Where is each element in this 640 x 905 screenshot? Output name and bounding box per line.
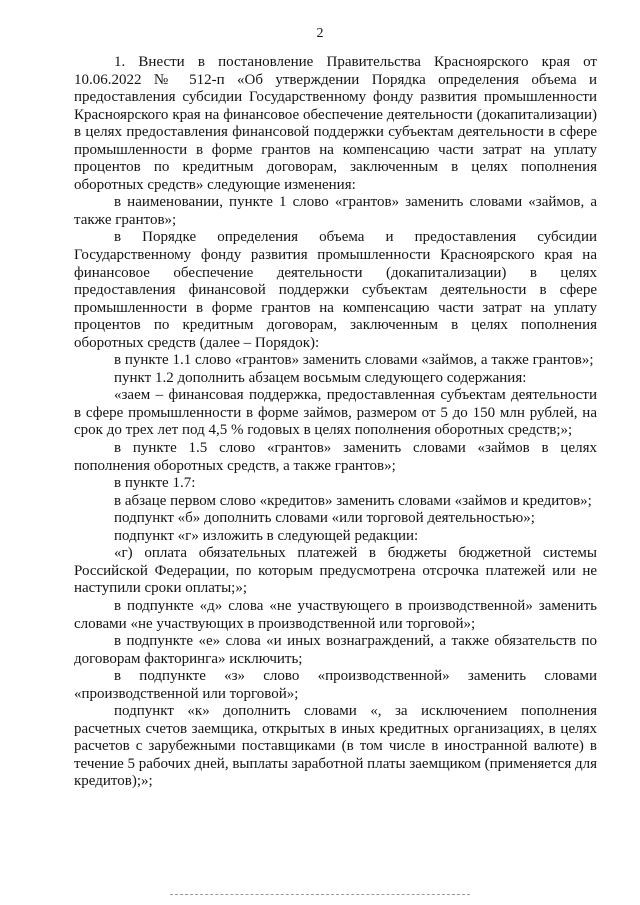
paragraph-16: подпункт «к» дополнить словами «, за исключением пополнения расчетных счетов заемщика, открытых в иных кредитных организациях, в целях расчетов с зарубежными поставщиками (в том числе в иностранной валюте) в течение 5 рабочих дней, выплаты заработной платы заемщиком (применяется для кредитов);»; — [74, 703, 597, 790]
paragraph-3: в Порядке определения объема и предоставления субсидии Государственному фонду развития промышленности Красноярского края на финансовое обеспечение деятельности (докапитализации) в целях предоставления финансовой поддержки субъектам деятельности в сфере промышленности в форме грантов на компенсацию части затрат на уплату процентов по кредитным договорам, заключенным в целях пополнения оборотных средств (далее – Порядок): — [74, 229, 597, 351]
paragraph-15: в подпункте «з» слово «производственной» заменить словами «производственной или торговой»; — [74, 668, 597, 702]
paragraph-6: «заем – финансовая поддержка, предоставленная субъектам деятельности в сфере промышленности в форме займов, размером от 5 до 150 млн рублей, на срок до трех лет под 4,5 % годовых в целях пополнения оборотных средств;»; — [74, 387, 597, 439]
paragraph-14: в подпункте «е» слова «и иных вознаграждений, а также обязательств по договорам факторинга» исключить; — [74, 633, 597, 667]
paragraph-7: в пункте 1.5 слово «грантов» заменить словами «займов в целях пополнения оборотных средств, а также грантов»; — [74, 440, 597, 474]
paragraph-13: в подпункте «д» слова «не участвующего в производственной» заменить словами «не участвующих в производственной или торговой»; — [74, 597, 597, 632]
paragraph-12: «г) оплата обязательных платежей в бюджеты бюджетной системы Российской Федерации, по которым предусмотрена отсрочка платежей или не наступили сроки оплаты;»; — [74, 545, 597, 597]
paragraph-11: подпункт «г» изложить в следующей редакции: — [114, 527, 419, 544]
page-number: 2 — [316, 26, 324, 41]
paragraph-8: в пункте 1.7: — [114, 475, 196, 492]
paragraph-2: в наименовании, пункте 1 слово «грантов» заменить словами «займов, а также грантов»; — [74, 194, 597, 228]
paragraph-1: 1. Внести в постановление Правительства Красноярского края от 10.06.2022 № 512-п «Об утверждении Порядка определения объема и предоставления субсидии Государственному фонду развития промышленности Красноярского края на финансовое обеспечение деятельности (докапитализации) в целях предоставления финансовой поддержки субъектам деятельности в сфере промышленности в форме грантов на компенсацию части затрат на уплату процентов по кредитным договорам, заключенным в целях пополнения оборотных средств» следующие изменения: — [74, 54, 597, 193]
paragraph-4: в пункте 1.1 слово «грантов» заменить словами «займов, а также грантов»; — [114, 352, 594, 369]
paragraph-9: в абзаце первом слово «кредитов» заменить словами «займов и кредитов»; — [114, 492, 592, 509]
paragraph-5: пункт 1.2 дополнить абзацем восьмым следующего содержания: — [114, 369, 527, 386]
scan-edge-divider — [170, 894, 470, 895]
paragraph-10: подпункт «б» дополнить словами «или торговой деятельностью»; — [114, 510, 535, 527]
document-body — [74, 54, 597, 791]
